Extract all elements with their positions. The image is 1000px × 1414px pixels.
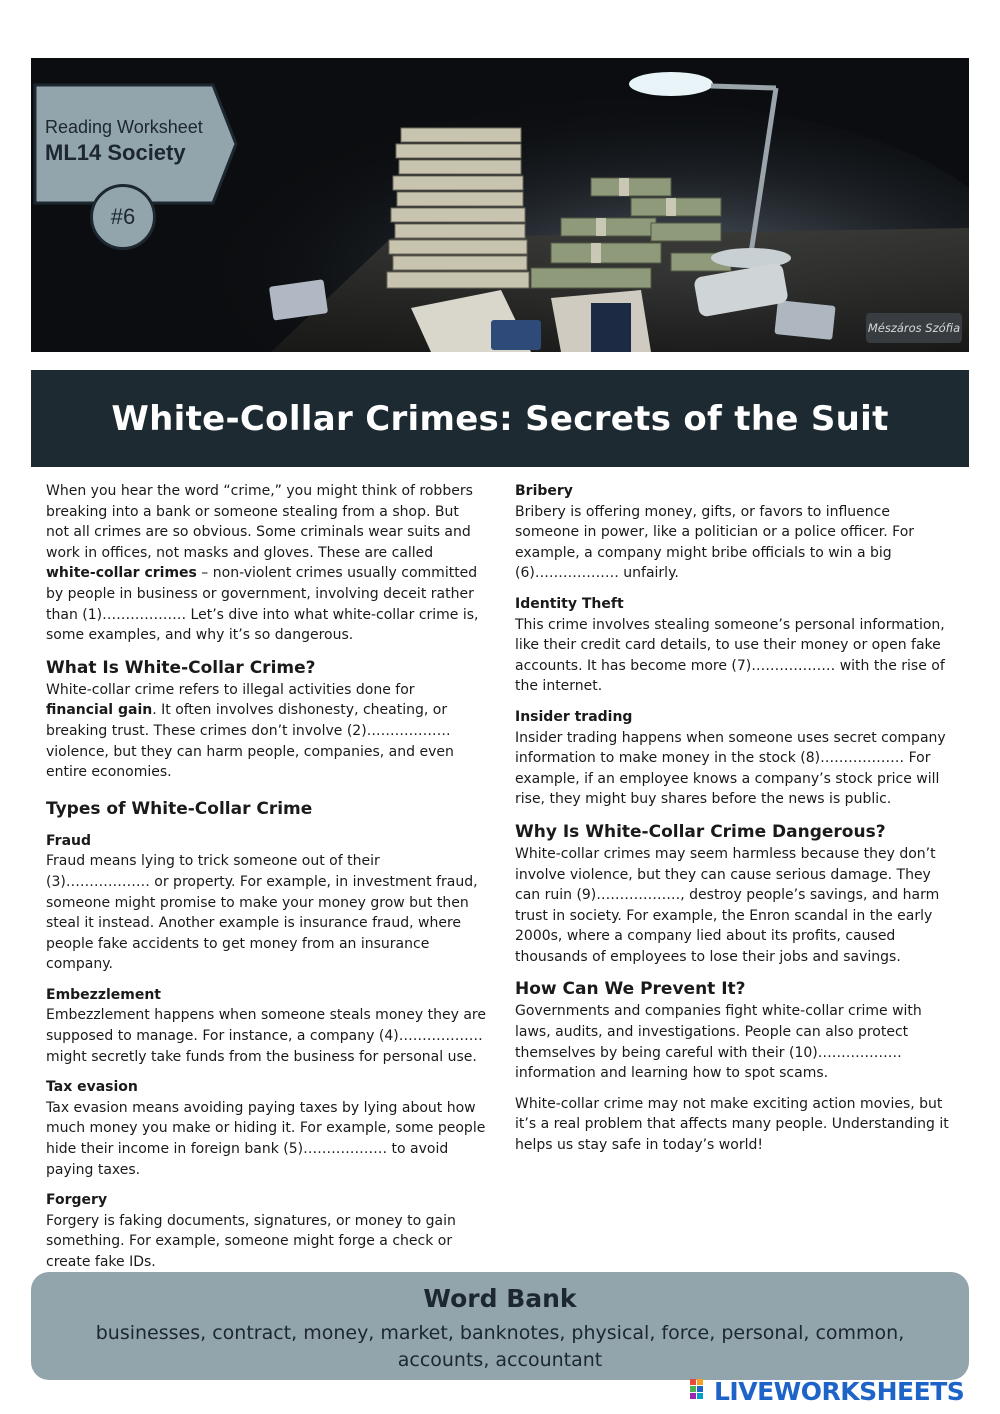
word-bank-title: Word Bank	[423, 1284, 577, 1313]
fraud-paragraph: Fraud means lying to trick someone out of their (3)……………… or property. For example, in investment fraud, someone might promise to make your money grow but then steal it instead. Another example is insurance fraud, where people fake accidents to get money from an insurance company.	[46, 853, 478, 973]
forgery-paragraph: Forgery is faking documents, signatures, or money to gain something. For example, someone might forge a check or create fake IDs.	[46, 1212, 456, 1270]
forgery-heading: Forgery	[46, 1192, 108, 1209]
insider-trading-heading: Insider trading	[515, 708, 633, 725]
course-title: ML14 Society	[45, 140, 186, 165]
closing-paragraph: White-collar crime may not make exciting action movies, but it’s a real problem that affects many people. Understanding it helps us stay safe in today’s world!	[515, 1095, 949, 1154]
dangerous-paragraph: White-collar crimes may seem harmless because they don’t involve violence, but they can cause serious damage. They can ruin (9)………………, destroy people’s savings, and harm trust in society. For example, the Enron scandal in the early 2000s, where a company lied about its profits, caused thousands of employees to lose their jobs and savings.	[515, 845, 940, 965]
tax-evasion-paragraph: Tax evasion means avoiding paying taxes by lying about how much money you make or hiding it. For example, some people hide their income in foreign bank (5)……………… to avoid paying taxes.	[46, 1099, 486, 1178]
word-bank-words: businesses, contract, money, market, banknotes, physical, force, personal, common, accounts, accountant	[95, 1322, 905, 1371]
what-is-paragraph	[46, 680, 486, 783]
identity-theft-heading: Identity Theft	[515, 595, 624, 612]
intro-text-b: – non-violent crimes usually committed by people in business or government, involving deceit rather than (1)……………… Let’s dive into what white-collar crime is, some examples, and why it’s so dangerous.	[46, 565, 479, 644]
worksheet-subtitle: Reading Worksheet	[45, 117, 203, 137]
embezzlement-heading: Embezzlement	[46, 986, 162, 1003]
what-is-bold: financial gain	[46, 702, 153, 719]
image-credit: Mészáros Szófia	[866, 313, 962, 343]
intro-paragraph	[46, 481, 486, 646]
prevent-paragraph: Governments and companies fight white-collar crime with laws, audits, and investigations. People can also protect themselves by being careful with their (10)……………… information and learning how to spot scams.	[515, 1003, 922, 1082]
word-bank	[31, 1272, 969, 1380]
badge-text	[45, 116, 225, 168]
liveworksheets-logo[interactable]	[690, 1376, 964, 1406]
bribery-paragraph: Bribery is offering money, gifts, or favors to influence someone in power, like a politician or a police officer. For example, a company might bribe officials to win a big (6)……………… unfairly.	[515, 503, 915, 582]
insider-trading-paragraph: Insider trading happens when someone uses secret company information to make money in the stock (8)……………… For example, if an employee knows a company’s stock price will rise, they might buy shares before the news is public.	[515, 729, 946, 808]
logo-text: LIVEWORKSHEETS	[714, 1376, 965, 1406]
bribery-heading: Bribery	[515, 483, 573, 499]
what-is-text-b: . It often involves dishonesty, cheating, or breaking trust. These crimes don’t involve (2)……………… violence, but they can harm people, companies, and even entire economies.	[46, 702, 454, 781]
dangerous-heading: Why Is White-Collar Crime Dangerous?	[515, 821, 886, 842]
worksheet-number: #6	[90, 184, 156, 250]
what-is-heading: What Is White-Collar Crime?	[46, 657, 316, 678]
intro-bold: white-collar crimes	[46, 565, 197, 582]
liveworksheets-logo-icon	[690, 1379, 712, 1403]
identity-theft-paragraph: This crime involves stealing someone’s personal information, like their credit card details, to use their money or open fake accounts. It has become more (7)……………… with the rise of the internet.	[515, 616, 945, 695]
left-column	[46, 481, 486, 1273]
page-title: White-Collar Crimes: Secrets of the Suit	[111, 398, 889, 439]
intro-text-a: When you hear the word “crime,” you might think of robbers breaking into a bank or someone stealing from a shop. But not all crimes are so obvious. Some criminals wear suits and work in offices, not masks and gloves. These are called	[46, 483, 473, 561]
fraud-heading: Fraud	[46, 832, 92, 849]
prevent-heading: How Can We Prevent It?	[515, 979, 746, 1000]
embezzlement-paragraph: Embezzlement happens when someone steals money they are supposed to manage. For instance, a company (4)……………… might secretly take funds from the business for personal use.	[46, 1007, 486, 1065]
tax-evasion-heading: Tax evasion	[46, 1079, 138, 1096]
right-column	[515, 481, 955, 1156]
types-heading: Types of White-Collar Crime	[46, 798, 313, 819]
title-bar	[31, 370, 969, 467]
what-is-text-a: White-collar crime refers to illegal activities done for	[46, 681, 415, 698]
